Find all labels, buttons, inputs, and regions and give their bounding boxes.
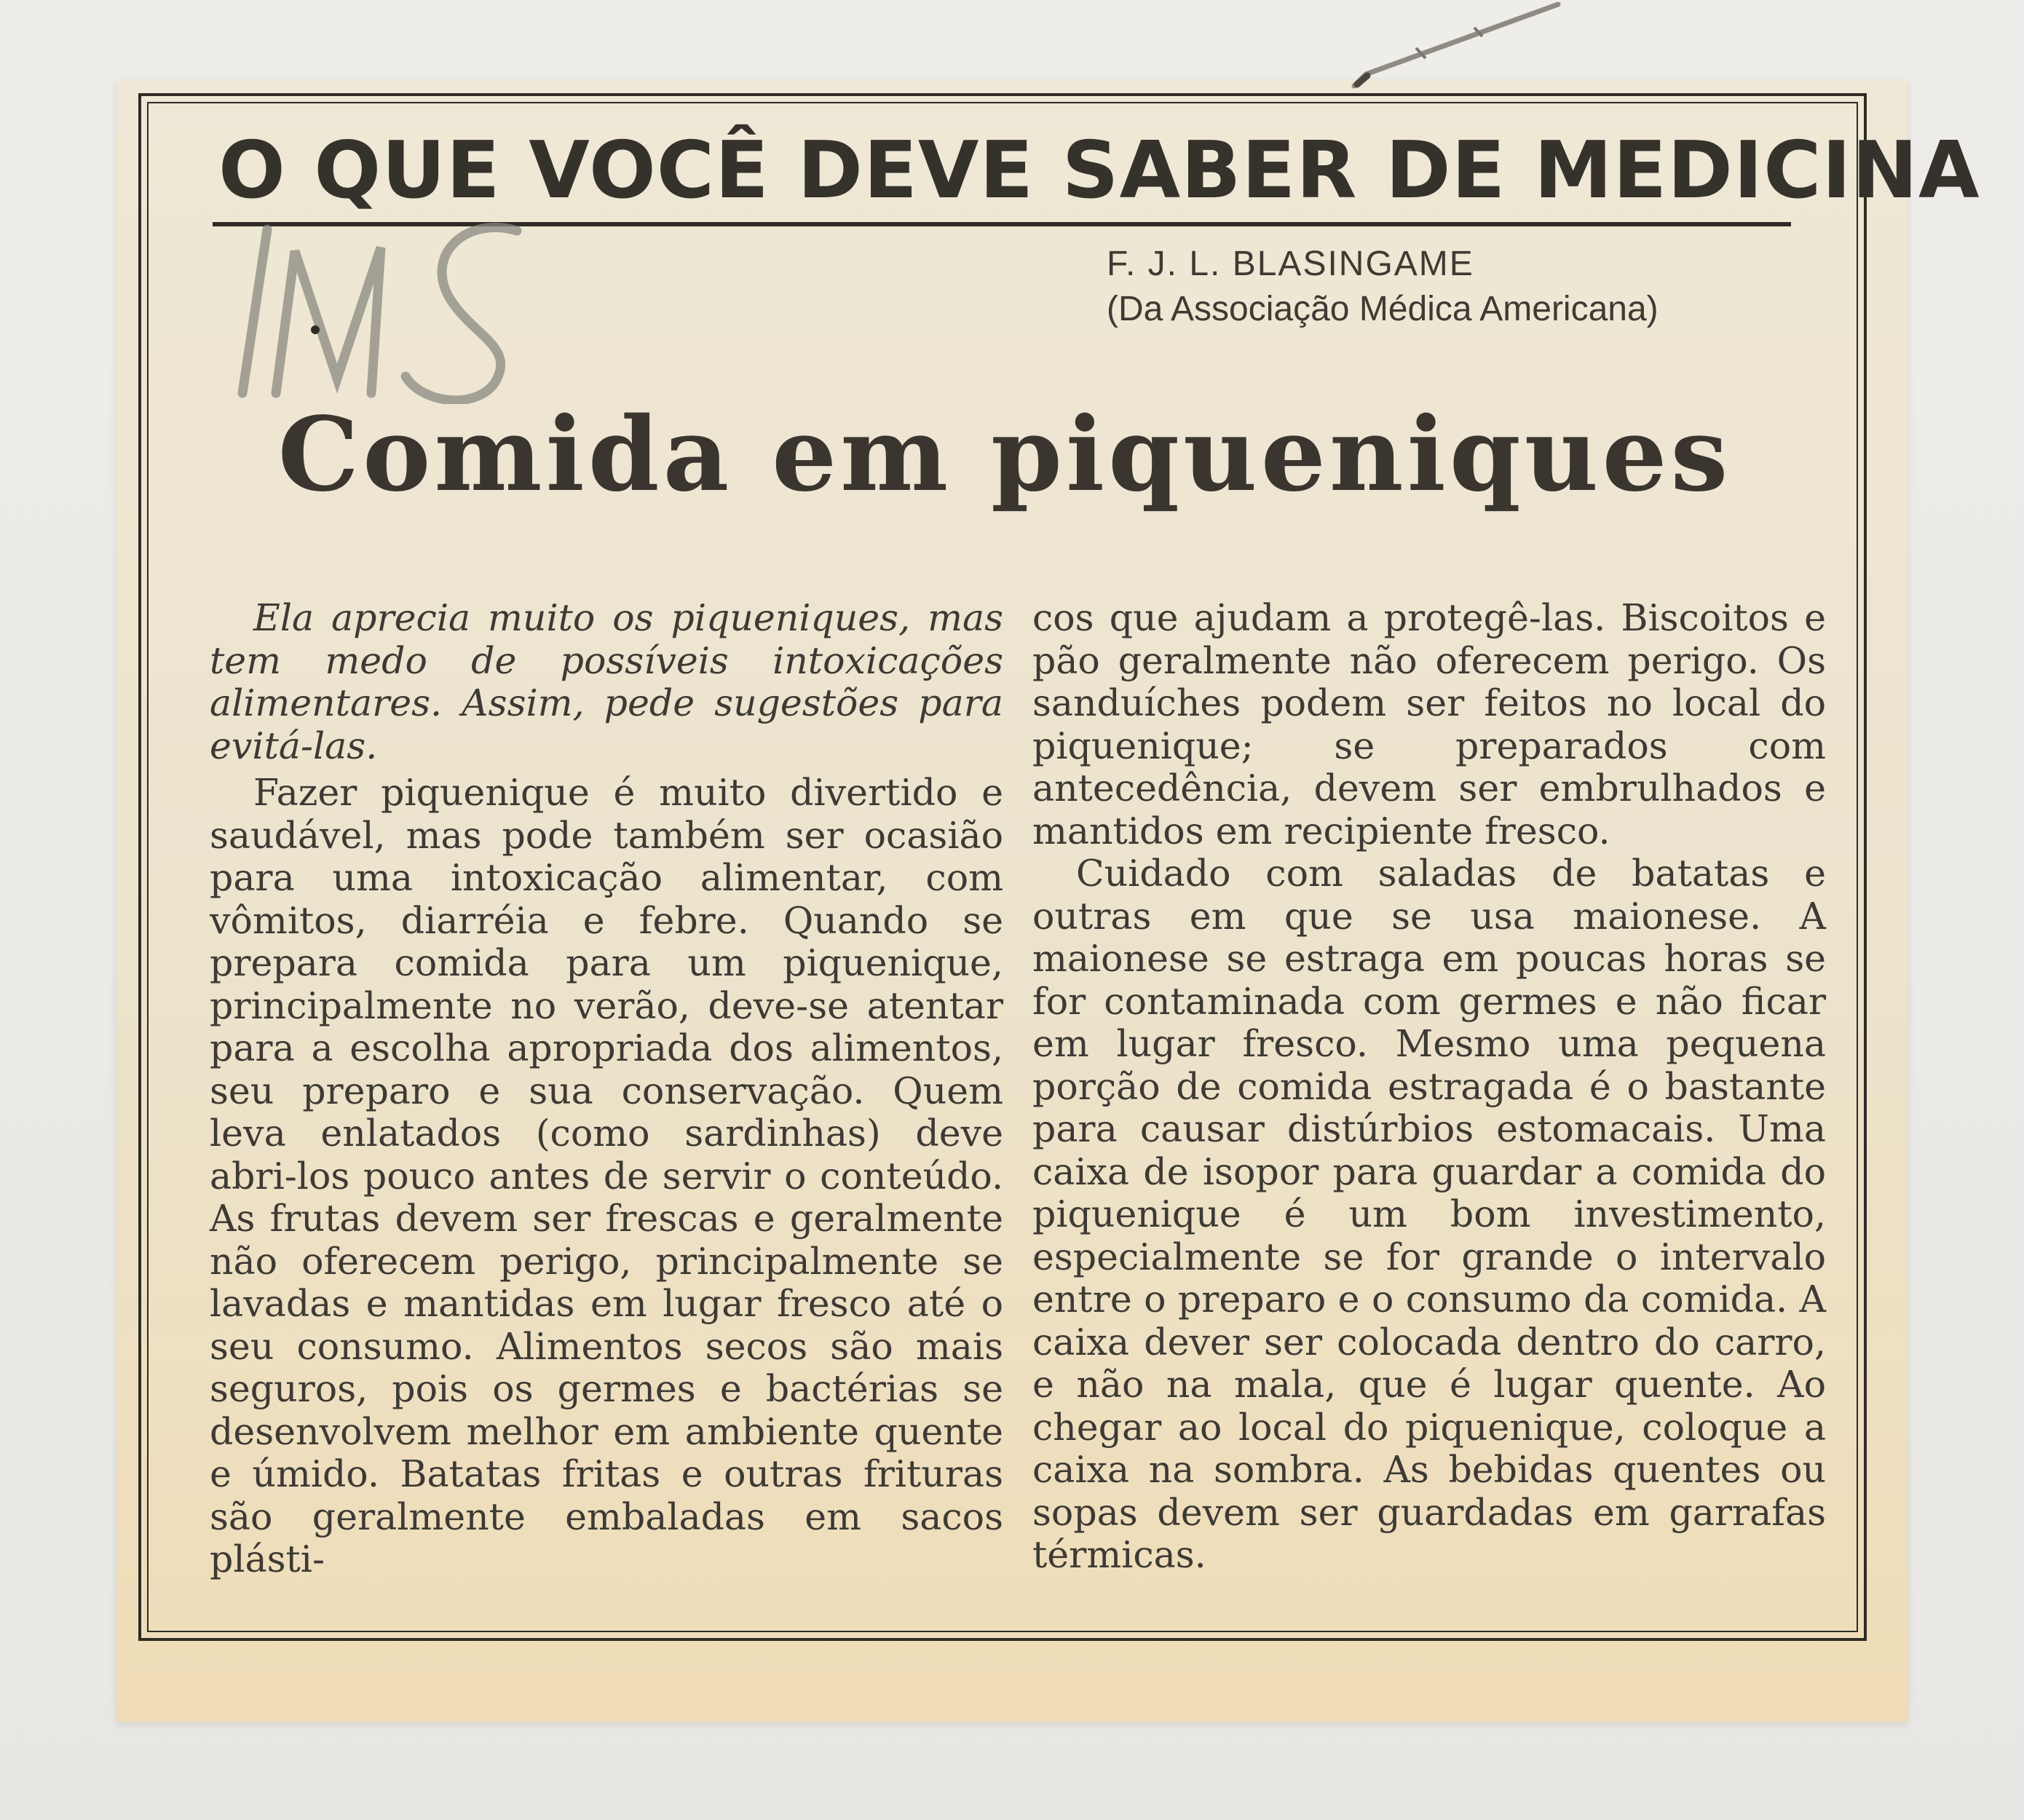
article-headline: Comida em piqueniques (277, 395, 1732, 515)
ims-watermark-logo (229, 207, 572, 404)
byline (1107, 242, 1835, 332)
article-column-left (210, 597, 1003, 1581)
author-affiliation: (Da Associação Médica Americana) (1107, 290, 1659, 328)
article-lead: Ela aprecia muito os piqueniques, mas tem medo de possíveis intoxicações alimentares. Assim, pede sugestões para evitá-las. (210, 596, 1003, 767)
article-paragraph-2: Cuidado com saladas de batatas e outras em que se usa maionese. A maionese se estraga em poucas horas se for contaminada com germes e não ficar em lugar fresco. Mesmo uma pequena porção de comida estragada é o bastante para causar distúrbios estomacais. Uma caixa de isopor para guardar a comida do piquenique é um bom investimento, especialmente se for grande o intervalo entre o preparo e o consumo da comida. A caixa dever ser colocada dentro do carro, e não na mala, que é lugar quente. Ao chegar ao local do piquenique, coloque a caixa na sombra. As bebidas quentes ou sopas devem ser guardadas em garrafas térmicas. (1032, 852, 1826, 1576)
staple-wire (1340, 0, 1580, 102)
article-column-right (1032, 597, 1826, 1577)
column-title: O QUE VOCÊ DEVE SABER DE MEDICINA (218, 125, 1980, 216)
article-paragraph-1-continued: cos que ajudam a protegê-las. Biscoitos e pão geralmente não oferecem perigo. Os sanduíches podem ser feitos no local do piquenique; se preparados com antecedência, devem ser embrulhados e mantidos em recipiente fresco. (1032, 596, 1826, 852)
author-name: F. J. L. BLASINGAME (1107, 245, 1474, 283)
article-paragraph-1: Fazer piquenique é muito divertido e saudável, mas pode também ser ocasião para uma intoxicação alimentar, com vômitos, diarréia e febre. Quando se prepara comida para um piquenique, principalmente no verão, deve-se atentar para a escolha apropriada dos alimentos, seu preparo e sua conservação. Quem leva enlatados (como sardinhas) deve abri-los pouco antes de servir o conteúdo. As frutas devem ser frescas e geralmente não oferecem perigo, principalmente se lavadas e mantidas em lugar fresco até o seu consumo. Alimentos secos são mais seguros, pois os germes e bactérias se desenvolvem melhor em ambiente quente e úmido. Batatas fritas e outras frituras são geralmente embaladas em sacos plásti- (210, 771, 1003, 1580)
